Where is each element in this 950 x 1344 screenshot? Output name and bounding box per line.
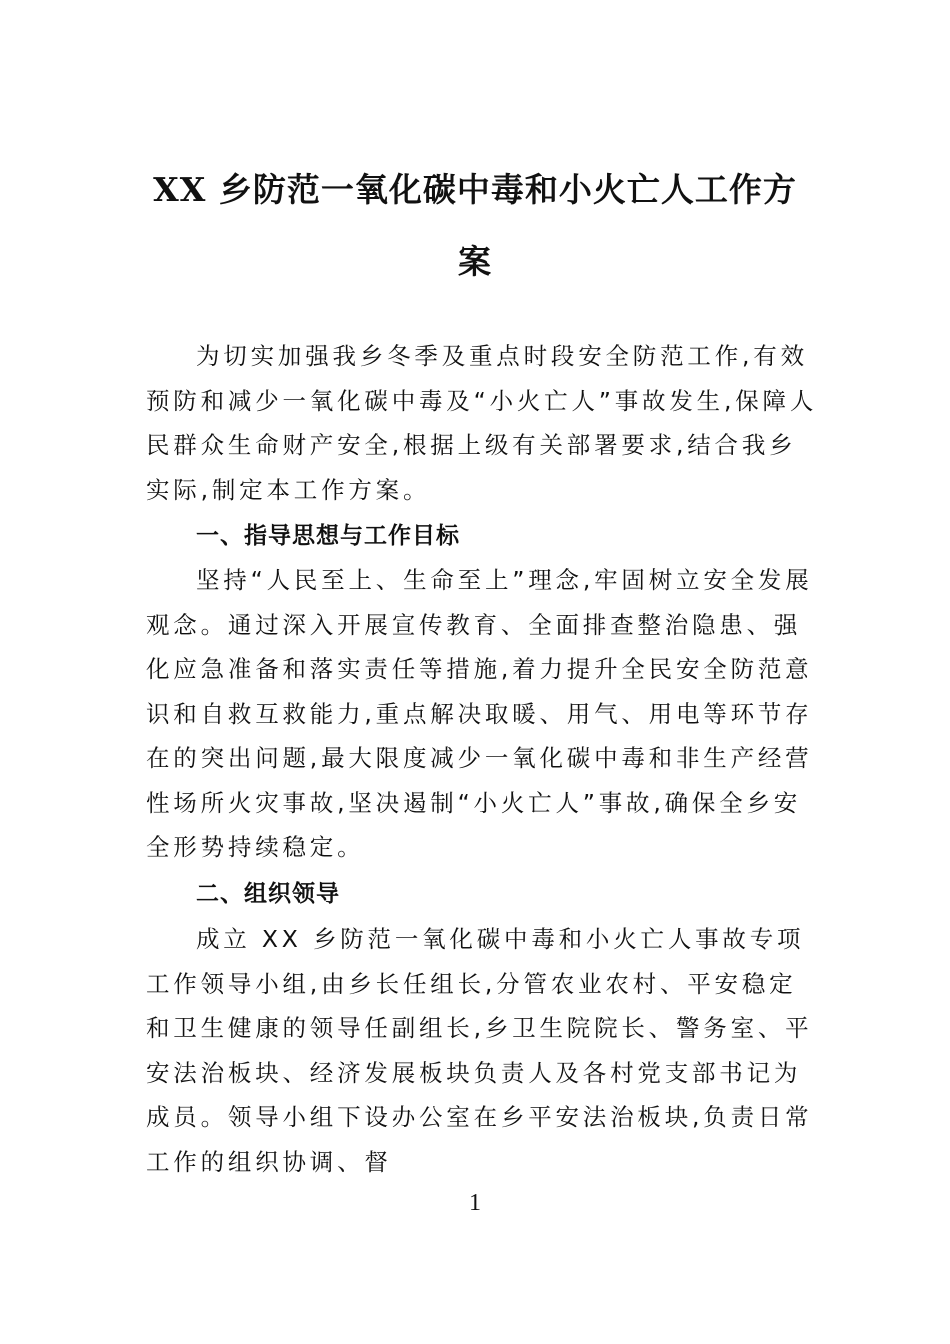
section-paragraph-guiding-principles: 坚持“人民至上、生命至上”理念,牢固树立安全发展观念。通过深入开展宣传教育、全面排查整治隐患、强化应急准备和落实责任等措施,着力提升全民安全防范意识和自救互救能力,重点解决取暖、用气、用电等环节存在的突出问题,最大限度减少一氧化碳中毒和非生产经营性场所火灾事故,坚决遏制“小火亡人”事故,确保全乡安全形势持续稳定。 <box>146 566 813 861</box>
document-title-line-2: 案 <box>458 242 492 281</box>
section-paragraph-organization: 成立 XX 乡防范一氧化碳中毒和小火亡人事故专项工作领导小组,由乡长任组长,分管农业农村、平安稳定和卫生健康的领导任副组长,乡卫生院院长、警务室、平安法治板块、经济发展板块负责人及各村党支部书记为成员。领导小组下设办公室在乡平安法治板块,负责日常工作的组织协调、督 <box>146 925 813 1176</box>
page-number: 1 <box>469 1190 481 1216</box>
intro-paragraph: 为切实加强我乡冬季及重点时段安全防范工作,有效预防和减少一氧化碳中毒及“小火亡人”事故发生,保障人民群众生命财产安全,根据上级有关部署要求,结合我乡实际,制定本工作方案。 <box>146 342 818 504</box>
section-heading-organization: 二、组织领导 <box>196 881 340 907</box>
document-title-line-1: XX 乡防范一氧化碳中毒和小火亡人工作方 <box>153 170 797 209</box>
section-heading-guiding-principles: 一、指导思想与工作目标 <box>196 523 460 549</box>
